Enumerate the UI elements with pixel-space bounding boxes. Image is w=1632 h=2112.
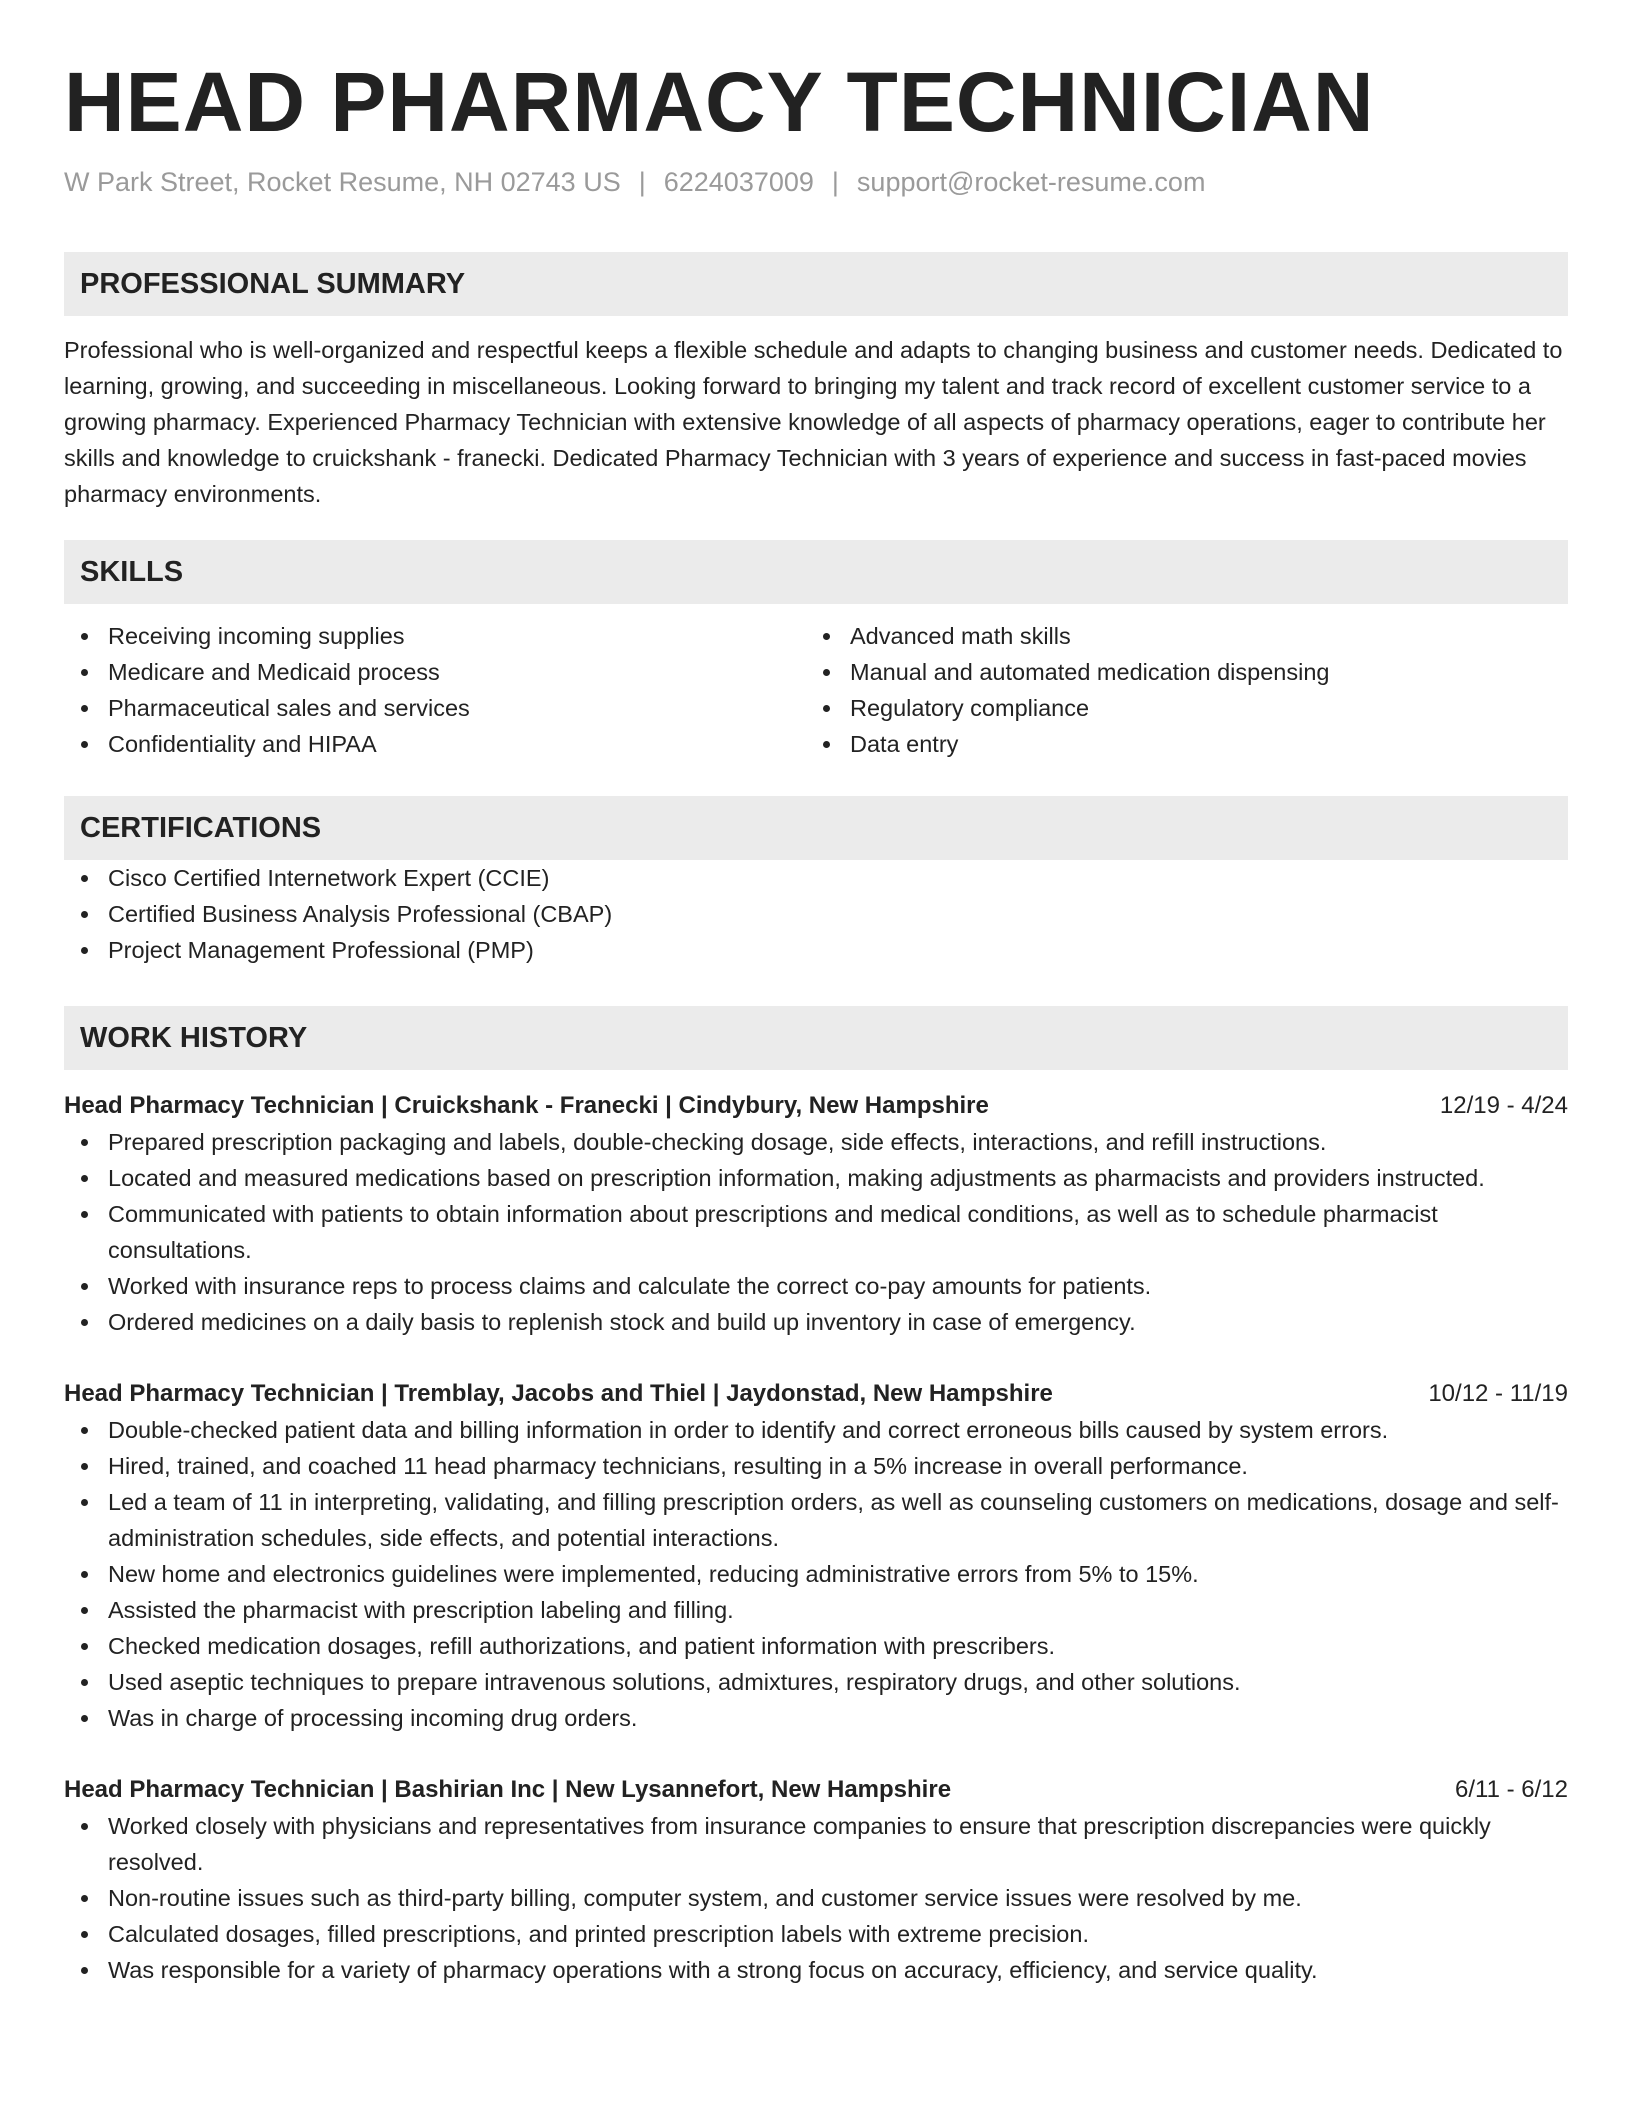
summary-section-header: PROFESSIONAL SUMMARY bbox=[64, 252, 1568, 316]
job-bullet: Used aseptic techniques to prepare intravenous solutions, admixtures, respiratory drugs, and other solutions. bbox=[64, 1664, 1568, 1700]
certifications-section-header: CERTIFICATIONS bbox=[64, 796, 1568, 860]
skill-item: Pharmaceutical sales and services bbox=[64, 690, 806, 726]
certifications-list bbox=[64, 860, 1568, 968]
job-entry bbox=[64, 1376, 1568, 1736]
skill-item: Medicare and Medicaid process bbox=[64, 654, 806, 690]
skills-list bbox=[64, 618, 1568, 762]
certification-item: Cisco Certified Internetwork Expert (CCIE) bbox=[64, 860, 1568, 896]
certification-item: Project Management Professional (PMP) bbox=[64, 932, 1568, 968]
job-bullet: Non-routine issues such as third-party billing, computer system, and customer service issues were resolved by me. bbox=[64, 1880, 1568, 1916]
address: W Park Street, Rocket Resume, NH 02743 US bbox=[64, 167, 621, 197]
skill-item: Advanced math skills bbox=[806, 618, 1548, 654]
job-bullet: Worked closely with physicians and representatives from insurance companies to ensure that prescription discrepancies were quickly resolved. bbox=[64, 1808, 1568, 1880]
work-history-section-header: WORK HISTORY bbox=[64, 1006, 1568, 1070]
job-dates: 10/12 - 11/19 bbox=[1428, 1380, 1568, 1407]
skill-item: Manual and automated medication dispensing bbox=[806, 654, 1548, 690]
job-bullet-list bbox=[64, 1124, 1568, 1340]
job-bullet: Ordered medicines on a daily basis to replenish stock and build up inventory in case of emergency. bbox=[64, 1304, 1568, 1340]
job-heading: Head Pharmacy Technician | Cruickshank - Franecki | Cindybury, New Hampshire bbox=[64, 1092, 989, 1119]
job-bullet: Worked with insurance reps to process claims and calculate the correct co-pay amounts for patients. bbox=[64, 1268, 1568, 1304]
job-header bbox=[64, 1088, 1568, 1124]
job-heading: Head Pharmacy Technician | Tremblay, Jacobs and Thiel | Jaydonstad, New Hampshire bbox=[64, 1380, 1053, 1407]
job-header bbox=[64, 1376, 1568, 1412]
job-bullet: Led a team of 11 in interpreting, validating, and filling prescription orders, as well as counseling customers on medications, dosage and self-administration schedules, side effects, and potential interactions. bbox=[64, 1484, 1568, 1556]
job-dates: 12/19 - 4/24 bbox=[1439, 1092, 1568, 1119]
job-entry bbox=[64, 1772, 1568, 1988]
contact-separator: | bbox=[638, 167, 646, 197]
job-bullet-list bbox=[64, 1808, 1568, 1988]
skill-item: Data entry bbox=[806, 726, 1548, 762]
email: support@rocket-resume.com bbox=[856, 167, 1206, 197]
skills-column-right bbox=[806, 618, 1548, 762]
resume-page bbox=[64, 52, 1568, 1988]
phone: 6224037009 bbox=[663, 167, 814, 197]
job-bullet: Communicated with patients to obtain information about prescriptions and medical conditions, as well as to schedule pharmacist consultations. bbox=[64, 1196, 1568, 1268]
job-bullet: Assisted the pharmacist with prescription labeling and filling. bbox=[64, 1592, 1568, 1628]
job-entry bbox=[64, 1088, 1568, 1340]
job-bullet: Located and measured medications based on prescription information, making adjustments as pharmacists and providers instructed. bbox=[64, 1160, 1568, 1196]
contact-line bbox=[64, 164, 1568, 200]
skills-section-header: SKILLS bbox=[64, 540, 1568, 604]
job-bullet: Prepared prescription packaging and labels, double-checking dosage, side effects, interactions, and refill instructions. bbox=[64, 1124, 1568, 1160]
candidate-title: HEAD PHARMACY TECHNICIAN bbox=[64, 55, 1375, 149]
job-bullet: Calculated dosages, filled prescriptions, and printed prescription labels with extreme precision. bbox=[64, 1916, 1568, 1952]
job-bullet: Double-checked patient data and billing information in order to identify and correct erroneous bills caused by system errors. bbox=[64, 1412, 1568, 1448]
job-heading: Head Pharmacy Technician | Bashirian Inc | New Lysannefort, New Hampshire bbox=[64, 1776, 952, 1803]
summary-text: Professional who is well-organized and respectful keeps a flexible schedule and adapts to changing business and customer needs. Dedicated to learning, growing, and succeeding in miscellaneous. Looking forward to bringing my talent and track record of excellent customer service to a growing pharmacy. Experienced Pharmacy Technician with extensive knowledge of all aspects of pharmacy operations, eager to contribute her skills and knowledge to cruickshank - franecki. Dedicated Pharmacy Technician with 3 years of experience and success in fast-paced movies pharmacy environments. bbox=[64, 337, 1563, 507]
job-bullet-list bbox=[64, 1412, 1568, 1736]
certification-item: Certified Business Analysis Professional (CBAP) bbox=[64, 896, 1568, 932]
job-bullet: Hired, trained, and coached 11 head pharmacy technicians, resulting in a 5% increase in overall performance. bbox=[64, 1448, 1568, 1484]
skills-column-left bbox=[64, 618, 806, 762]
job-bullet: New home and electronics guidelines were implemented, reducing administrative errors from 5% to 15%. bbox=[64, 1556, 1568, 1592]
skill-item: Confidentiality and HIPAA bbox=[64, 726, 806, 762]
job-bullet: Was in charge of processing incoming drug orders. bbox=[64, 1700, 1568, 1736]
job-dates: 6/11 - 6/12 bbox=[1455, 1776, 1568, 1803]
job-bullet: Was responsible for a variety of pharmacy operations with a strong focus on accuracy, efficiency, and service quality. bbox=[64, 1952, 1568, 1988]
job-bullet: Checked medication dosages, refill authorizations, and patient information with prescribers. bbox=[64, 1628, 1568, 1664]
job-header bbox=[64, 1772, 1568, 1808]
skill-item: Regulatory compliance bbox=[806, 690, 1548, 726]
contact-separator: | bbox=[831, 167, 839, 197]
skill-item: Receiving incoming supplies bbox=[64, 618, 806, 654]
